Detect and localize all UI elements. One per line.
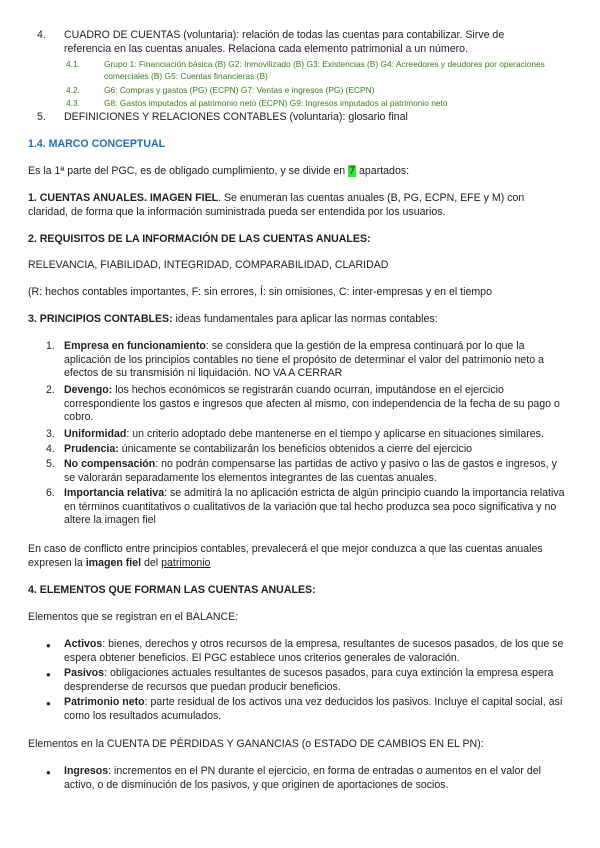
paragraph-text: ideas fundamentales para aplicar las normas contables: <box>172 313 438 325</box>
balance-item-title: Activos <box>64 638 103 650</box>
bullet-icon: ● <box>46 670 51 679</box>
balance-item <box>64 696 570 723</box>
principle-text: : se admitirá la no aplicación estricta de algún principio cuando la importancia relativa en términos cuantitativos o cualitativos de la variación que tal hecho produzca sea poco significativa y no altere la imagen fiel <box>64 487 565 526</box>
principle-number: 2. <box>46 384 55 396</box>
principle-text: : un criterio adoptado debe mantenerse en el tiempo y aplicarse en situaciones similares. <box>126 428 544 440</box>
principle-number: 5. <box>46 458 55 470</box>
paragraph-principios <box>28 313 573 327</box>
pg-item <box>64 765 570 792</box>
principle-text: únicamente se contabilizarán los beneficios obtenidos a cierre del ejercicio <box>118 443 473 455</box>
section-heading: 1.4. MARCO CONCEPTUAL <box>28 138 166 150</box>
pg-item-title: Ingresos <box>64 765 109 777</box>
balance-item-text: : obligaciones actuales resultantes de sucesos pasados, para cuya extinción la empresa espera desprenderse de recursos que puedan producir beneficios. <box>64 667 554 693</box>
principle-text: los hechos económicos se registrarán cuando ocurran, imputándose en el ejercicio correspondiente los gastos e ingresos que afecten al mismo, con independencia de la fecha de su pago o cobro. <box>64 384 560 423</box>
conflict-mid: del <box>141 556 162 569</box>
paragraph-text: . Se enumeran las cuentas anuales (B, PG, ECPN, EFE y M) con claridad, de forma que la información suministrada pueda ser entendida por los usuarios. <box>28 192 525 218</box>
pg-intro: Elementos en la CUENTA DE PÉRDIDAS Y GANANCIAS (o ESTADO DE CAMBIOS EN EL PN): <box>28 738 484 750</box>
paragraph-heading-requisitos: 2. REQUISITOS DE LA INFORMACIÓN DE LAS CUENTAS ANUALES: <box>28 233 371 245</box>
principle-item <box>64 384 569 425</box>
paragraph-heading: 1. CUENTAS ANUALES. IMAGEN FIEL <box>28 192 219 204</box>
paragraph-heading-elementos: 4. ELEMENTOS QUE FORMAN LAS CUENTAS ANUALES: <box>28 584 316 596</box>
principle-item <box>64 428 574 442</box>
sublist-number: 4.1. <box>66 59 80 69</box>
principle-title: Empresa en funcionamiento <box>64 340 206 352</box>
principle-number: 1. <box>46 340 55 352</box>
list-item-text: DEFINICIONES Y RELACIONES CONTABLES (voluntaria): glosario final <box>64 111 408 123</box>
sublist-number: 4.2. <box>66 85 80 95</box>
bullet-icon: ● <box>46 768 51 777</box>
requirements-note: (R: hechos contables importantes, F: sin errores, Í: sin omisiones, C: inter-empresas y en el tiempo <box>28 286 492 298</box>
principle-title: Devengo: <box>64 384 113 396</box>
principle-item <box>64 340 569 381</box>
conflict-underline: patrimonio <box>161 556 211 569</box>
principle-item <box>64 487 569 528</box>
balance-item-title: Pasivos <box>64 667 105 679</box>
list-number: 5. <box>37 111 46 123</box>
balance-item <box>64 667 570 694</box>
sublist-item-text: Grupo 1: Financiación básica (B) G2: Inmovilizado (B) G3: Existencias (B) G4: Acreedores y deudores por operaciones comerciales (B) G5: Cuentas financieras (B) <box>104 59 545 81</box>
principle-text: : no podrán compensarse las partidas de activo y pasivo o las de gastos e ingresos, y se valorarán separadamente los elementos integrantes de las cuentas anuales. <box>64 458 557 484</box>
paragraph-cuentas-anuales <box>28 192 553 219</box>
balance-item-title: Patrimonio neto <box>64 696 145 708</box>
conflict-bold: imagen fiel <box>85 556 142 569</box>
intro-text: Es la 1ª parte del PGC, es de obligado cumplimiento, y se divide en <box>28 165 346 177</box>
balance-item-text: : parte residual de los activos una vez deducidos los pasivos. Incluye el capital social, así como los resultados acumulados. <box>64 696 563 722</box>
balance-item-text: : bienes, derechos y otros recursos de la empresa, resultantes de sucesos pasados, de los que se espera obtener beneficios. El PGC establece unos criterios generales de valoración. <box>64 638 564 664</box>
conflict-text: En caso de conflicto entre principios contables, prevalecerá el que mejor conduzca a que las cuentas anuales expresen la <box>28 543 543 569</box>
principle-title: Prudencia: <box>64 443 119 455</box>
requirements-line: RELEVANCIA, FIABILIDAD, INTEGRIDAD, COMPARABILIDAD, CLARIDAD <box>28 259 389 271</box>
sublist-number: 4.3. <box>66 98 80 108</box>
principle-item <box>64 458 569 485</box>
principle-number: 6. <box>46 487 55 499</box>
intro-text-end: apartados: <box>359 165 410 177</box>
principle-item <box>64 443 569 457</box>
principle-title: Uniformidad <box>64 428 127 440</box>
highlighted-count: 7 <box>349 165 356 177</box>
bullet-icon: ● <box>46 641 51 650</box>
principle-title: No compensación <box>64 458 156 470</box>
sublist-item-text: G8: Gastos imputados al patrimonio neto (ECPN) G9: Ingresos imputados al patrimonio neto <box>104 98 448 108</box>
principle-text: : se considera que la gestión de la empresa continuará por lo que la aplicación de los principios contables no tiene el propósito de determinar el valor del patrimonio neto a efectos de su transmisión ni liquidación. NO VA A CERRAR <box>64 340 544 379</box>
balance-intro: Elementos que se registran en el BALANCE: <box>28 611 239 623</box>
intro-paragraph <box>28 165 573 179</box>
principle-number: 3. <box>46 428 55 440</box>
paragraph-heading: 3. PRINCIPIOS CONTABLES: <box>28 313 173 325</box>
principle-title: Importancia relativa <box>64 487 165 499</box>
balance-item <box>64 638 570 665</box>
bullet-icon: ● <box>46 699 51 708</box>
sublist-item-text: G6: Compras y gastos (PG) (ECPN) G7: Ventas e ingresos (PG) (ECPN) <box>104 85 375 95</box>
conflict-paragraph <box>28 543 573 570</box>
list-item-text: CUADRO DE CUENTAS (voluntaria): relación de todas las cuentas para contabilizar. Sirve de referencia en las cuentas anuales. Relaciona cada elemento patrimonial a un número. <box>64 29 505 55</box>
principle-number: 4. <box>46 443 55 455</box>
list-number: 4. <box>37 29 46 41</box>
pg-item-text: : incrementos en el PN durante el ejercicio, en forma de entradas o aumentos en el valor del activo, o de disminución de los pasivos, y que originen de aportaciones de socios. <box>64 765 541 791</box>
